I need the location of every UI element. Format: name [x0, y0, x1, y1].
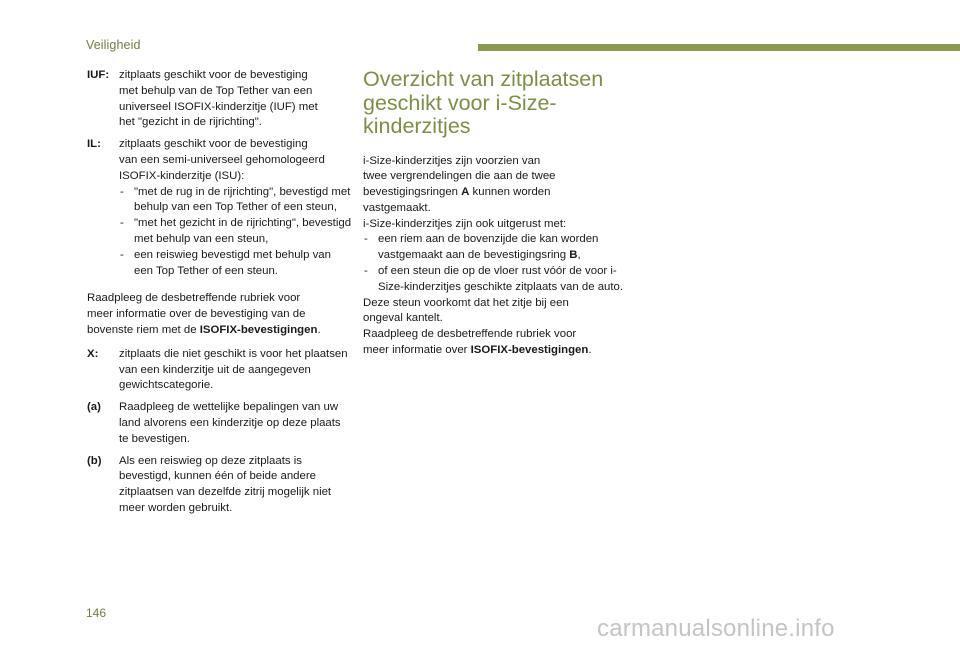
ring-b-label: B	[569, 249, 578, 262]
paragraph-line	[87, 323, 352, 339]
definition-body: zitplaats die niet geschikt is voor het plaatsen van een kinderzitje uit de aangegeven gewichtscategorie.	[119, 347, 348, 392]
body-line: Deze steun voorkomt dat het zitje bij een	[363, 296, 569, 309]
body-text: meer informatie over	[363, 344, 471, 357]
definition-line: zitplaats geschikt voor de bevestiging	[119, 69, 308, 81]
body-text: kunnen worden	[469, 186, 551, 199]
section-header: Veiligheid	[86, 38, 141, 52]
definition-x	[87, 347, 352, 394]
isofix-emphasis: ISOFIX-bevestigingen	[470, 344, 589, 357]
body-line: - een riem aan de bovenzijde die kan worden	[378, 233, 599, 246]
ring-a-label: A	[461, 186, 470, 199]
body-text: ,	[577, 249, 581, 262]
body-line: twee vergrendelingen die aan de twee	[363, 170, 556, 183]
definition-b	[87, 454, 352, 517]
definition-line: universeel ISOFIX-kinderzitje (IUF) met	[119, 100, 318, 113]
list-item	[363, 232, 631, 264]
il-list	[119, 185, 352, 280]
definition-a	[87, 400, 352, 447]
title-line: kinderzitjes	[363, 114, 471, 138]
definition-term: (a)	[87, 401, 101, 414]
definition-line: zitplaats geschikt voor de bevestiging	[119, 138, 308, 151]
body-line: Raadpleeg de desbetreffende rubriek voor	[363, 328, 577, 341]
body-text: .	[588, 344, 592, 357]
title-line: Overzicht van zitplaatsen	[363, 67, 604, 91]
body-line	[378, 248, 631, 264]
body-text: vastgemaakt aan de bevestigingsring	[378, 249, 570, 262]
page-number: 146	[86, 606, 107, 620]
definition-il	[87, 137, 352, 279]
body-line	[363, 343, 631, 359]
paragraph-line: Raadpleeg de desbetreffende rubriek voor	[87, 292, 301, 305]
watermark: carmanualsonline.info	[597, 615, 835, 642]
list-item: - of een steun die op de vloer rust vóór de voor i-Size-kinderzitjes geschikte zitplaats van de auto.	[363, 264, 631, 296]
definition-term: IUF:	[87, 69, 110, 81]
definition-term: X:	[87, 347, 99, 360]
definition-body: Als een reiswieg op deze zitplaats is bevestigd, kunnen één of beide andere zitplaatsen van dezelfde zitrij mogelijk niet meer worden gebruikt.	[119, 454, 332, 514]
list-item: - een reiswieg bevestigd met behulp van een Top Tether of een steun.	[119, 248, 352, 280]
isofix-reference-paragraph	[87, 291, 352, 338]
definition-line: ISOFIX-kinderzitje (ISU):	[119, 169, 245, 182]
definition-term: (b)	[87, 454, 102, 467]
definition-line: met behulp van de Top Tether van een	[119, 84, 313, 97]
body-line: vastgemaakt.	[363, 201, 431, 214]
isofix-emphasis: ISOFIX-bevestigingen	[199, 323, 318, 336]
definition-iuf	[87, 68, 352, 131]
title-line: geschikt voor i-Size-	[363, 90, 557, 115]
header-accent-bar	[478, 44, 960, 51]
section-title	[363, 68, 631, 139]
left-column	[87, 68, 352, 523]
paragraph-text: bovenste riem met de	[87, 323, 200, 336]
paragraph-text: .	[317, 323, 321, 336]
body-line: i-Size-kinderzitjes zijn ook uitgerust met:	[363, 217, 567, 230]
list-item: - "met het gezicht in de rijrichting", bevestigd met behulp van een steun,	[119, 216, 352, 248]
body-line: i-Size-kinderzitjes zijn voorzien van	[363, 154, 541, 167]
definition-line: van een semi-universeel gehomologeerd	[119, 153, 325, 166]
body-line: ongeval kantelt.	[363, 312, 443, 325]
definition-body: Raadpleeg de wettelijke bepalingen van uw land alvorens een kinderzitje op deze plaats te bevestigen.	[119, 401, 341, 445]
definition-body	[119, 68, 352, 131]
definition-line: het "gezicht in de rijrichting".	[119, 116, 262, 129]
body-line	[363, 185, 631, 201]
paragraph-line: meer informatie over de bevestiging van de	[87, 308, 306, 321]
body-text: bevestigingsringen	[363, 186, 462, 199]
definition-term: IL:	[87, 138, 101, 151]
list-item: - "met de rug in de rijrichting", bevestigd met behulp van een Top Tether of een steun,	[119, 185, 352, 217]
definition-body	[119, 137, 352, 279]
right-column	[363, 68, 631, 359]
